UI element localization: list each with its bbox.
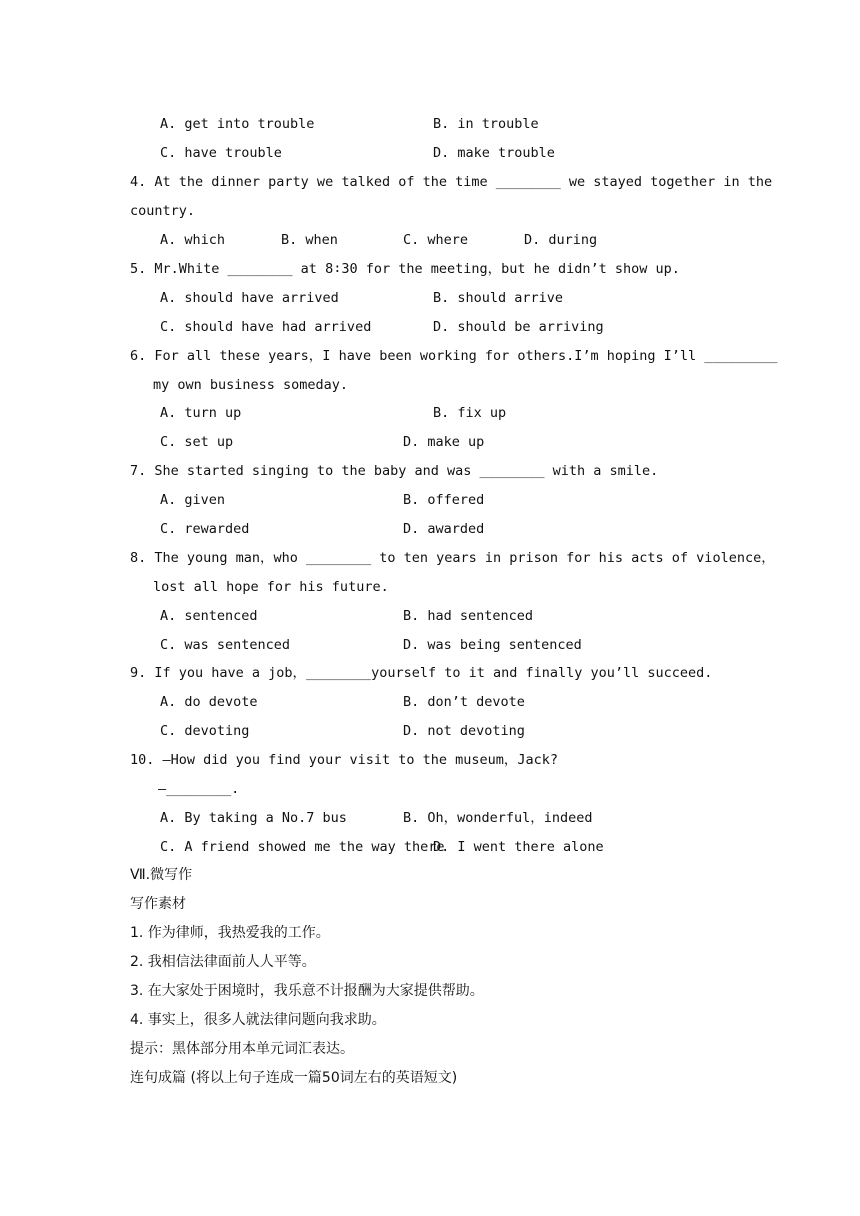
material-item-1: 1. 作为律师，我热爱我的工作。	[130, 925, 330, 941]
q5-option-d: D. should be arriving	[433, 319, 604, 335]
material-item-2: 2. 我相信法律面前人人平等。	[130, 954, 316, 970]
q6-stem-line1: 6. For all these years，I have been working for others.I’m hoping I’ll _________	[130, 348, 778, 364]
material-title: 写作素材	[130, 896, 186, 912]
q10-option-a: A. By taking a No.7 bus	[160, 810, 347, 826]
q8-stem-line1: 8. The young man，who ________ to ten years in prison for his acts of violence，	[130, 550, 775, 566]
q4-option-a: A. which	[160, 232, 226, 248]
q3-option-b: B. in trouble	[433, 116, 539, 132]
q5-option-a: A. should have arrived	[160, 290, 339, 306]
material-item-4: 4. 事实上，很多人就法律问题向我求助。	[130, 1012, 386, 1028]
hint-text: 提示：黑体部分用本单元词汇表达。	[130, 1041, 354, 1057]
q8-stem-line2: lost all hope for his future.	[153, 579, 389, 595]
material-item-3: 3. 在大家处于困境时，我乐意不计报酬为大家提供帮助。	[130, 983, 484, 999]
q7-option-b: B. offered	[403, 492, 485, 508]
q7-option-a: A. given	[160, 492, 226, 508]
q6-option-b: B. fix up	[433, 405, 507, 421]
q10-option-d: D. I went there alone	[433, 839, 604, 855]
q3-option-a: A. get into trouble	[160, 116, 315, 132]
q7-option-d: D. awarded	[403, 521, 485, 537]
q6-stem-line2: my own business someday.	[153, 377, 349, 393]
q8-option-b: B. had sentenced	[403, 608, 534, 624]
q9-stem: 9. If you have a job，________yourself to it and finally you’ll succeed.	[130, 665, 713, 681]
q9-option-d: D. not devoting	[403, 723, 525, 739]
q8-option-d: D. was being sentenced	[403, 637, 582, 653]
section7-heading: Ⅶ.微写作	[130, 867, 193, 883]
q10-option-c: C. A friend showed me the way there	[160, 839, 445, 855]
q10-option-b: B. Oh，wonderful，indeed	[403, 810, 593, 826]
q9-option-b: B. don’t devote	[403, 694, 525, 710]
q6-option-d: D. make up	[403, 434, 485, 450]
instruction-text: 连句成篇 (将以上句子连成一篇50词左右的英语短文)	[130, 1070, 458, 1086]
q5-option-c: C. should have had arrived	[160, 319, 372, 335]
q9-option-a: A. do devote	[160, 694, 258, 710]
q4-option-d: D. during	[524, 232, 598, 248]
q3-option-c: C. have trouble	[160, 145, 282, 161]
q5-stem: 5. Mr.White ________ at 8∶30 for the meeting，but he didn’t show up.	[130, 261, 680, 277]
q10-answer-line: —________.	[158, 781, 240, 797]
q6-option-a: A. turn up	[160, 405, 242, 421]
q7-stem: 7. She started singing to the baby and was ________ with a smile.	[130, 463, 659, 479]
q10-stem: 10. —How did you find your visit to the museum，Jack?	[130, 752, 559, 768]
q4-option-c: C. where	[403, 232, 469, 248]
q4-stem-line2: country.	[130, 203, 196, 219]
q8-option-a: A. sentenced	[160, 608, 258, 624]
q7-option-c: C. rewarded	[160, 521, 250, 537]
q4-option-b: B. when	[281, 232, 338, 248]
q9-option-c: C. devoting	[160, 723, 250, 739]
q8-option-c: C. was sentenced	[160, 637, 291, 653]
q6-option-c: C. set up	[160, 434, 234, 450]
q5-option-b: B. should arrive	[433, 290, 564, 306]
q4-stem-line1: 4. At the dinner party we talked of the time ________ we stayed together in the	[130, 174, 773, 190]
q3-option-d: D. make trouble	[433, 145, 555, 161]
